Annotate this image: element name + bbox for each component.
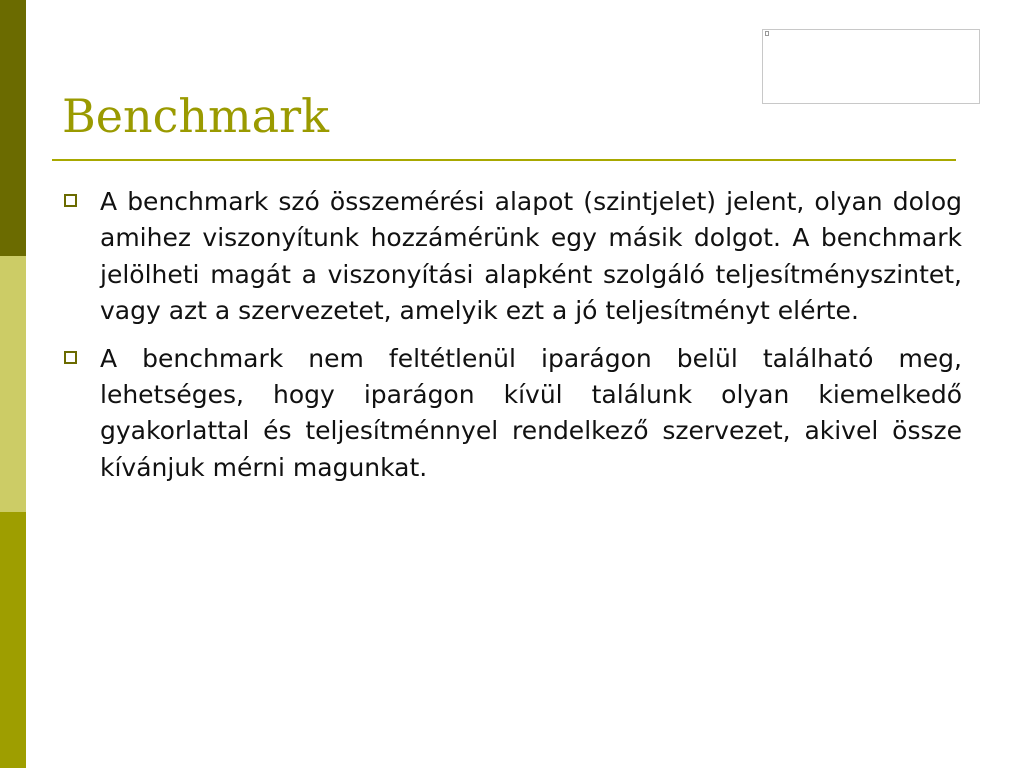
image-placeholder [762, 29, 980, 104]
list-item [62, 184, 962, 330]
bullet-text: A benchmark szó összemérési alapot (szintjelet) jelent, olyan dolog amihez viszonyítunk hozzámérünk egy másik dolgot. A benchmark jelölheti magát a viszonyítási alapként szolgáló teljesítményszintet, vagy azt a szervezetet, amelyik ezt a jó teljesítményt elérte. [100, 187, 962, 326]
bullet-list [62, 184, 962, 497]
bullet-text: A benchmark nem feltétlenül iparágon belül található meg, lehetséges, hogy iparágon kívül találunk olyan kiemelkedő gyakorlattal és teljesítménnyel rendelkező szervezet, akivel össze kívánjuk mérni magunkat. [100, 343, 962, 482]
bullet-square-icon [64, 194, 77, 207]
side-color-bar [0, 0, 26, 768]
side-bar-bottom-segment [0, 512, 26, 768]
slide-title: Benchmark [62, 89, 329, 143]
title-underline [52, 159, 956, 161]
broken-image-icon [765, 31, 769, 36]
list-item [62, 341, 962, 487]
side-bar-top-segment [0, 0, 26, 256]
side-bar-middle-segment [0, 256, 26, 512]
bullet-square-icon [64, 351, 77, 364]
